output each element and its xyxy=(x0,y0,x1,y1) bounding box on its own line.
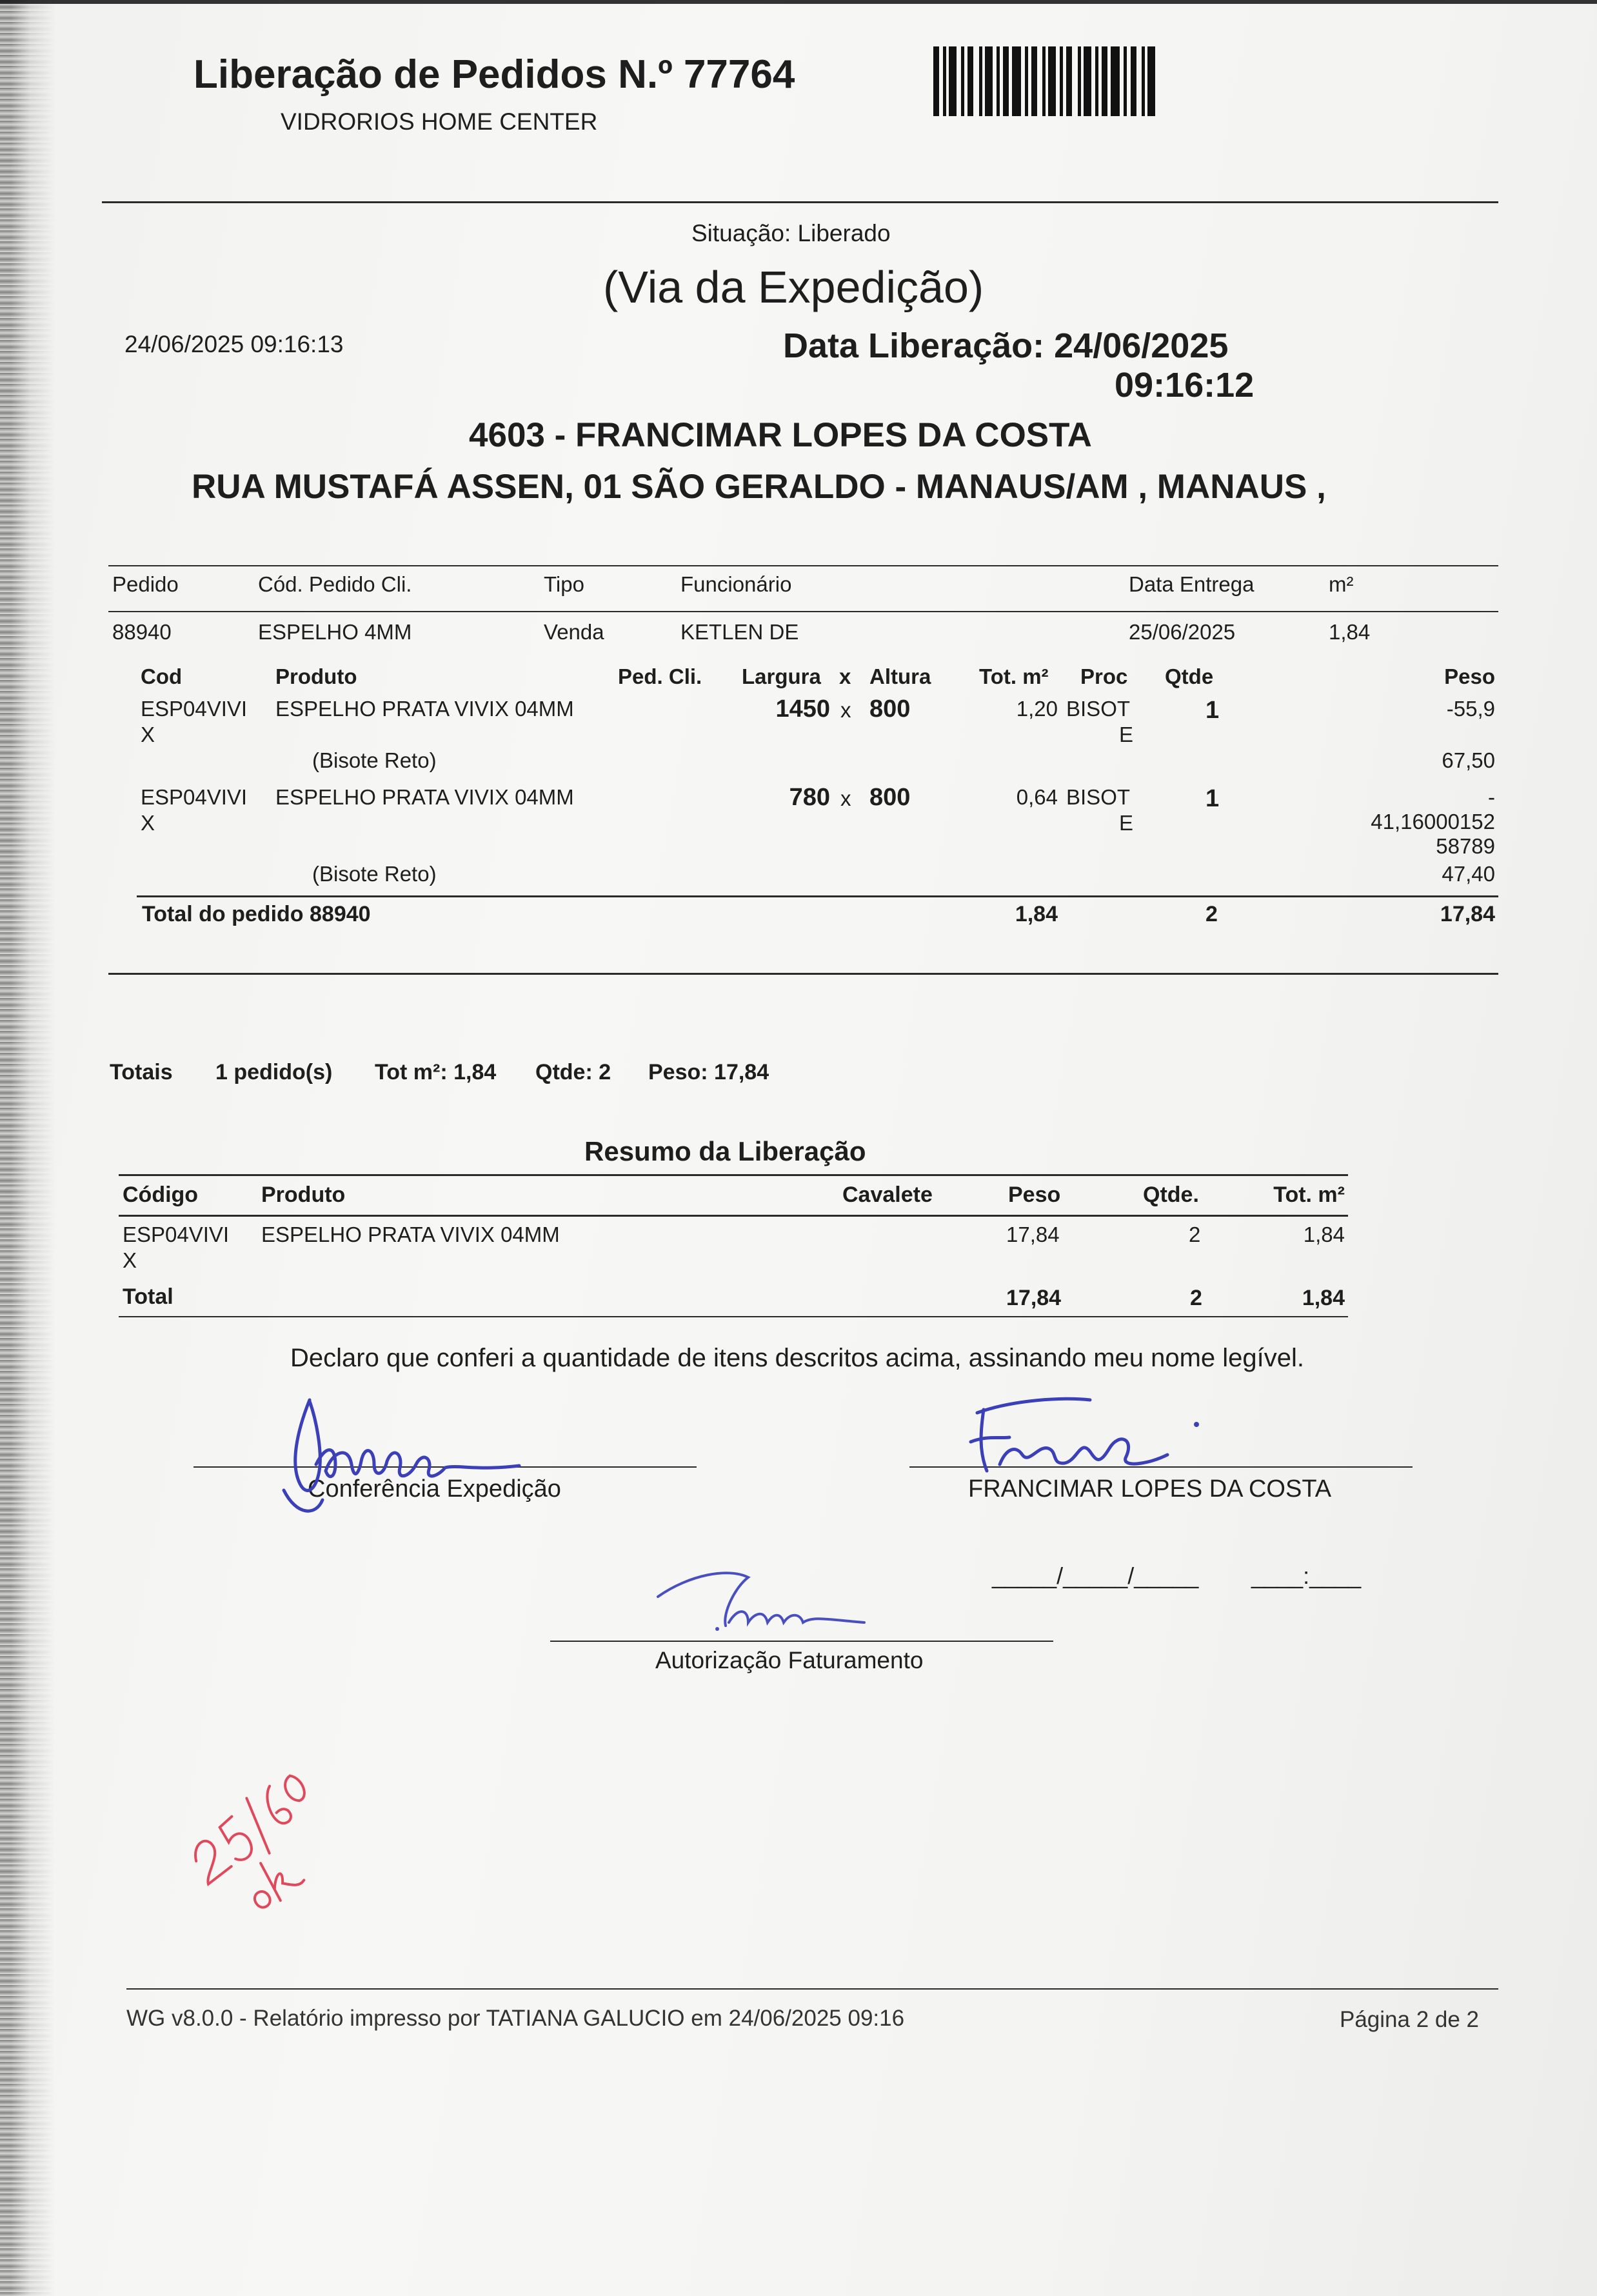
order-total-peso: 17,84 xyxy=(1440,902,1495,926)
item-peso-cont: 58789 xyxy=(1436,834,1495,858)
resumo-peso: 17,84 xyxy=(1006,1223,1060,1246)
client-name: 4603 - FRANCIMAR LOPES DA COSTA xyxy=(469,416,1092,454)
items-col-tot-m2: Tot. m² xyxy=(979,664,1049,688)
item-x: x xyxy=(840,786,851,810)
items-total-rule xyxy=(137,895,1498,897)
resumo-col-produto: Produto xyxy=(261,1183,346,1207)
item-qtde: 1 xyxy=(1205,697,1220,724)
signature-conferencia xyxy=(271,1393,542,1516)
printed-datetime: 24/06/2025 09:16:13 xyxy=(124,331,344,357)
item-obs: (Bisote Reto) xyxy=(312,748,437,772)
order-m2: 1,84 xyxy=(1329,620,1371,644)
document-title: Liberação de Pedidos N.º 77764 xyxy=(193,52,795,97)
item-altura: 800 xyxy=(869,695,911,723)
item-cod-cont: X xyxy=(141,723,155,746)
item-proc: BISOT xyxy=(1066,697,1131,721)
order-total-qtde: 2 xyxy=(1205,902,1218,926)
section-rule xyxy=(108,973,1498,975)
handwritten-note-icon xyxy=(174,1742,342,1910)
col-cod-pedido-cli: Cód. Pedido Cli. xyxy=(258,572,412,596)
item-largura: 780 xyxy=(789,784,830,811)
col-data-entrega: Data Entrega xyxy=(1129,572,1255,596)
items-col-qtde: Qtde xyxy=(1165,664,1214,688)
resumo-produto: ESPELHO PRATA VIVIX 04MM xyxy=(261,1223,560,1246)
item-tot-m2: 1,20 xyxy=(1016,697,1058,721)
item-peso-cont: 41,16000152 xyxy=(1371,810,1495,834)
resumo-col-peso: Peso xyxy=(1008,1183,1061,1207)
item-largura: 1450 xyxy=(775,695,830,723)
company-name: VIDRORIOS HOME CENTER xyxy=(281,108,598,135)
autorizacao-label: Autorização Faturamento xyxy=(655,1647,924,1673)
col-tipo: Tipo xyxy=(544,572,584,596)
items-col-peso: Peso xyxy=(1444,664,1495,688)
item-peso-2: 67,50 xyxy=(1442,748,1495,772)
item-produto: ESPELHO PRATA VIVIX 04MM xyxy=(275,785,574,809)
barcode xyxy=(933,46,1176,116)
order-cod-cli: ESPELHO 4MM xyxy=(258,620,412,644)
resumo-codigo-cont: X xyxy=(123,1248,137,1272)
resumo-col-tot-m2: Tot. m² xyxy=(1273,1183,1345,1207)
cliente-label: FRANCIMAR LOPES DA COSTA xyxy=(968,1475,1332,1502)
order-total-m2: 1,84 xyxy=(1015,902,1058,926)
item-proc: BISOT xyxy=(1066,785,1131,809)
items-col-largura: Largura xyxy=(742,664,821,688)
items-col-cod: Cod xyxy=(141,664,183,688)
order-total-label: Total do pedido 88940 xyxy=(142,902,371,926)
item-altura: 800 xyxy=(869,784,911,811)
col-funcionario: Funcionário xyxy=(680,572,792,596)
scan-left-edge xyxy=(0,0,55,2296)
item-x: x xyxy=(840,698,851,722)
time-blank: ____:____ xyxy=(1251,1562,1362,1589)
footer-printed-by: WG v8.0.0 - Relatório impresso por TATIANA GALUCIO em 24/06/2025 09:16 xyxy=(126,2006,905,2031)
resumo-col-qtde: Qtde. xyxy=(1143,1183,1199,1207)
item-cod-cont: X xyxy=(141,811,155,835)
items-col-proc: Proc xyxy=(1080,664,1128,688)
resumo-total-qtde: 2 xyxy=(1190,1286,1202,1310)
totais-peso: Peso: 17,84 xyxy=(648,1060,769,1084)
footer-rule xyxy=(126,1988,1498,1990)
item-peso: - xyxy=(1488,785,1495,809)
item-qtde: 1 xyxy=(1205,785,1220,812)
conferencia-label: Conferência Expedição xyxy=(308,1475,561,1502)
scan-top-edge xyxy=(0,0,1597,4)
header-rule xyxy=(102,201,1498,203)
via-text: (Via da Expedição) xyxy=(603,262,984,312)
col-pedido: Pedido xyxy=(112,572,179,596)
item-proc-cont: E xyxy=(1119,811,1134,835)
client-address: RUA MUSTAFÁ ASSEN, 01 SÃO GERALDO - MANAUS/AM , MANAUS , xyxy=(192,468,1326,506)
data-liberacao: Data Liberação: 24/06/2025 xyxy=(783,326,1229,365)
resumo-title: Resumo da Liberação xyxy=(584,1136,866,1166)
signature-cliente xyxy=(961,1387,1219,1477)
col-m2: m² xyxy=(1329,572,1354,596)
totais-pedidos: 1 pedido(s) xyxy=(215,1060,333,1084)
item-cod: ESP04VIVI xyxy=(141,785,248,809)
resumo-bottom-rule xyxy=(119,1316,1348,1317)
signature-autorizacao xyxy=(651,1561,871,1645)
item-proc-cont: E xyxy=(1119,723,1134,746)
order-tipo: Venda xyxy=(544,620,604,644)
resumo-total-label: Total xyxy=(123,1284,174,1309)
items-col-x: x xyxy=(839,664,851,688)
resumo-col-cavalete: Cavalete xyxy=(842,1183,933,1207)
resumo-header-rule xyxy=(119,1215,1348,1217)
items-col-altura: Altura xyxy=(869,664,931,688)
items-col-ped-cli: Ped. Cli. xyxy=(618,664,702,688)
resumo-qtde: 2 xyxy=(1189,1223,1201,1246)
totais-qtde: Qtde: 2 xyxy=(535,1060,611,1084)
data-liberacao-time: 09:16:12 xyxy=(1115,366,1255,404)
resumo-top-rule xyxy=(119,1174,1348,1176)
item-peso-2: 47,40 xyxy=(1442,862,1495,886)
declaration-text: Declaro que conferi a quantidade de itens descritos acima, assinando meu nome legível. xyxy=(290,1344,1305,1372)
totais-label: Totais xyxy=(110,1060,173,1084)
resumo-total-peso: 17,84 xyxy=(1006,1286,1062,1310)
order-data-entrega: 25/06/2025 xyxy=(1129,620,1236,644)
order-pedido: 88940 xyxy=(112,620,172,644)
resumo-total-m2: 1,84 xyxy=(1302,1286,1345,1310)
item-cod: ESP04VIVI xyxy=(141,697,248,721)
date-blank: _____/_____/_____ xyxy=(992,1562,1199,1589)
situacao-text: Situação: Liberado xyxy=(691,220,891,246)
order-table-header-rule xyxy=(108,611,1498,612)
item-obs: (Bisote Reto) xyxy=(312,862,437,886)
items-col-produto: Produto xyxy=(275,664,357,688)
resumo-col-codigo: Código xyxy=(123,1183,199,1207)
order-funcionario: KETLEN DE xyxy=(680,620,799,644)
resumo-codigo: ESP04VIVI xyxy=(123,1223,230,1246)
item-peso: -55,9 xyxy=(1446,697,1495,721)
order-table-top-rule xyxy=(108,565,1498,566)
totais-tot-m2: Tot m²: 1,84 xyxy=(375,1060,497,1084)
item-tot-m2: 0,64 xyxy=(1016,785,1058,809)
page-number: Página 2 de 2 xyxy=(1339,2007,1479,2032)
resumo-tot-m2: 1,84 xyxy=(1303,1223,1345,1246)
item-produto: ESPELHO PRATA VIVIX 04MM xyxy=(275,697,574,721)
